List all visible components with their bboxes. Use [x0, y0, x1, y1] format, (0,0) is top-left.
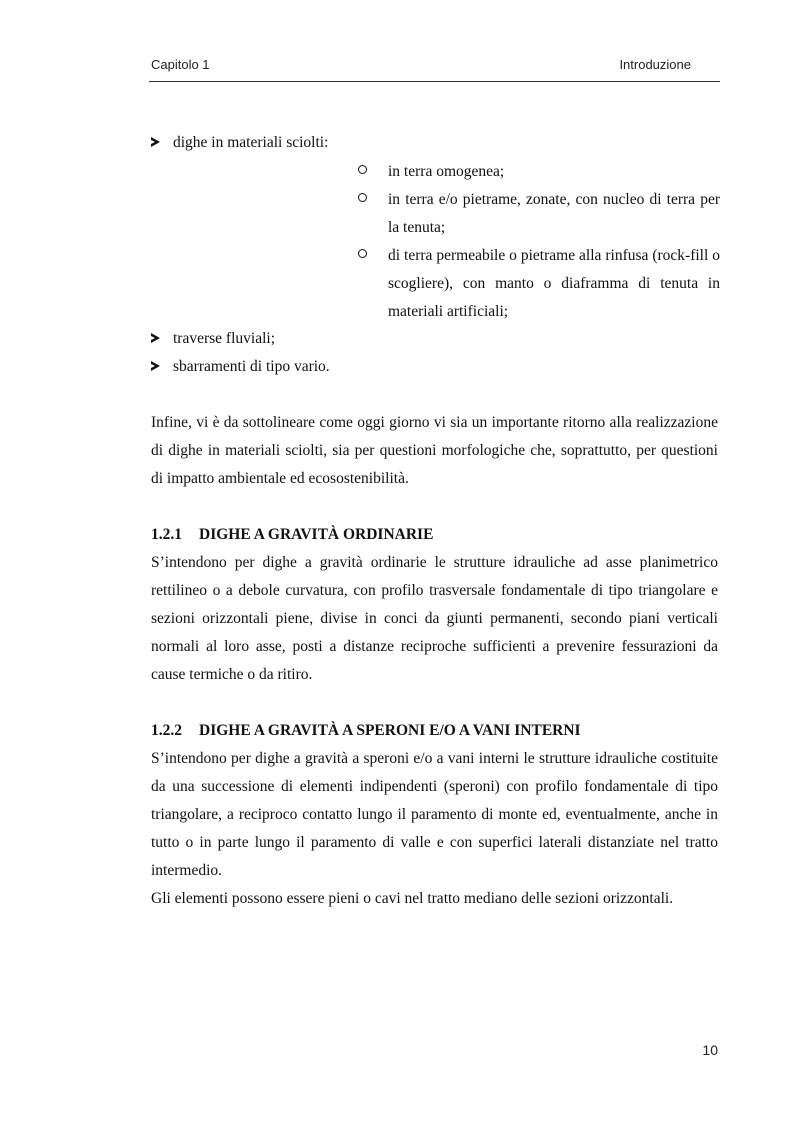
sub-list-item-text: in terra e/o pietrame, zonate, con nucleo di terra per la tenuta;: [388, 191, 720, 236]
section-heading: [151, 526, 433, 544]
section-number: 1.2.2: [151, 722, 182, 739]
sub-list-item: [358, 186, 720, 242]
sub-list-item-text: in terra omogenea;: [388, 163, 505, 180]
circle-bullet-icon: [358, 193, 367, 202]
arrow-bullet-icon: [151, 137, 160, 147]
sub-list-item: [358, 158, 720, 186]
section-title: DIGHE A GRAVITÀ A SPERONI E/O A VANI INTERNI: [199, 722, 581, 739]
section-paragraph: S’intendono per dighe a gravità a speroni e/o a vani interni le strutture idrauliche costituite da una successione di elementi indipendenti (speroni) con profilo fondamentale di tipo triangolare, a reciproco contatto lungo il paramento di monte ed, eventualmente, anche in tutto o in parte lungo il paramento di valle e con superfici laterali distanziate nel tratto intermedio.: [151, 750, 718, 879]
list-item-text: dighe in materiali sciolti:: [173, 134, 329, 151]
circle-bullet-icon: [358, 249, 367, 258]
circle-bullet-icon: [358, 165, 367, 174]
list-item-text: traverse fluviali;: [173, 330, 275, 347]
paragraph: Infine, vi è da sottolineare come oggi giorno vi sia un importante ritorno alla realizzazione di dighe in materiali sciolti, sia per questioni morfologiche che, soprattutto, per questioni di impatto ambientale ed ecosostenibilità.: [151, 414, 718, 487]
sub-list-item-text: di terra permeabile o pietrame alla rinfusa (rock-fill o scogliere), con manto o diaframma di tenuta in materiali artificiali;: [388, 247, 720, 320]
header-section: Introduzione: [619, 57, 691, 72]
header-chapter: Capitolo 1: [151, 57, 210, 72]
arrow-bullet-icon: [151, 333, 160, 343]
header-divider: [149, 81, 720, 82]
arrow-bullet-icon: [151, 361, 160, 371]
section-paragraph: S’intendono per dighe a gravità ordinarie le strutture idrauliche ad asse planimetrico rettilineo o a debole curvatura, con profilo trasversale fondamentale di tipo triangolare e sezioni orizzontali piene, divise in conci da giunti permanenti, secondo piani verticali normali al loro asse, posti a distanze reciproche sufficienti a prevenire fessurazioni da cause termiche o da ritiro.: [151, 554, 718, 683]
list-item: [151, 329, 275, 349]
list-item: [151, 133, 328, 153]
section-paragraph: Gli elementi possono essere pieni o cavi nel tratto mediano delle sezioni orizzontali.: [151, 890, 674, 907]
section-heading: [151, 722, 581, 740]
sub-list-item: [358, 242, 720, 326]
page-number: 10: [702, 1042, 718, 1058]
section-title: DIGHE A GRAVITÀ ORDINARIE: [199, 526, 434, 543]
list-item-text: sbarramenti di tipo vario.: [173, 358, 330, 375]
list-item: [151, 357, 330, 377]
section-number: 1.2.1: [151, 526, 182, 543]
